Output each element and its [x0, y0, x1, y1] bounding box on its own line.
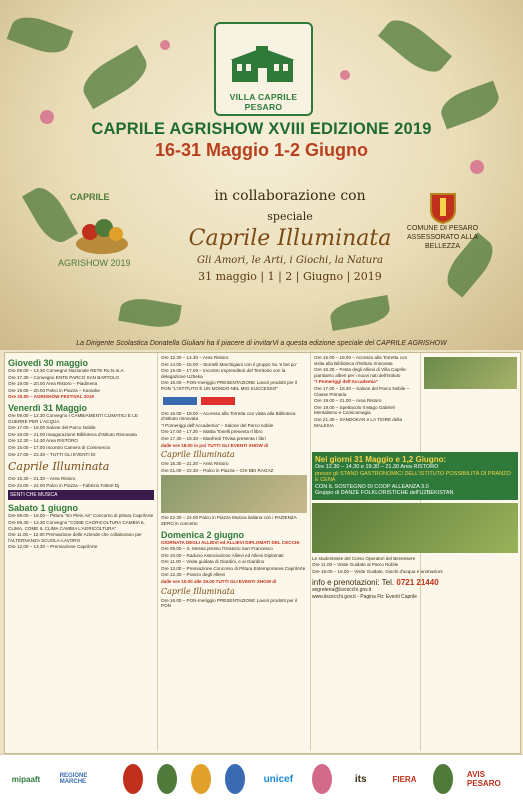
event-photo	[424, 357, 517, 389]
sponsor-logo: AVIS PESARO	[466, 770, 501, 788]
event: Ore 17.00 – 22.30 – TUTTI GLI EVENTI DI	[8, 451, 96, 457]
event: Ore 15.00 – 17.00 – Incontro Imprenditori del Territorio con la delegazione Uzbeka	[161, 368, 286, 379]
pon-logos	[161, 393, 307, 411]
event: Ore 16.00 – 18.00 – Accesso alla Torretta con visita alla Biblioteca d'Istituto rinnovata	[161, 410, 296, 422]
agrishow-logo	[58, 192, 153, 272]
event: Ore 16.00 – PON-meriggio PRESENTAZIONE Lavori prodotti per il PON "L'ISTITUTO È UN MONDO NEL MIO SUCCESSO"	[161, 380, 297, 391]
box-line4: CON IL SOSTEGNO DI COOP ALLEANZA 3.0	[315, 483, 429, 490]
event: Ore 12.30 – Pranzo degli Allievi	[161, 572, 226, 578]
box-line1: Nei giorni 31 Maggio e 1,2 Giugno:	[315, 455, 447, 464]
villa-caprile-logo	[214, 22, 313, 116]
villa-icon	[226, 46, 299, 86]
senti-che-musica-banner: SENTI CHE MUSICA	[8, 490, 154, 500]
event: dalle ore 10.00 alle 19.00 TUTTI GLI EVENTI SHOW di	[161, 579, 277, 585]
program-column-1	[5, 353, 157, 751]
sponsor-logo: FIERA	[392, 774, 417, 784]
event: Ore 12.00 – Premiazione Concorso di Pittura Estemporanea CaprilArte	[161, 565, 306, 571]
day-heading: Domenica 2 giugno	[161, 529, 245, 540]
info-panel	[312, 449, 518, 601]
event: Ore 11.00 – Visita guidata di Giardini, e al Giardino	[161, 559, 265, 565]
day-heading: Giovedì 30 maggio	[8, 358, 89, 368]
collab-speciale: speciale	[267, 210, 313, 223]
event: Ore 12.30 – 14.30 Area RISTORO	[8, 438, 78, 444]
day-heading: Sabato 1 giugno	[8, 503, 79, 514]
info-label: info e prenotazioni: Tel.	[312, 578, 395, 588]
event: GIORNATA DEGLI ALLIEVI ed ALLIEVI DIPLOMATI DEL CECCHI	[161, 539, 300, 545]
day-heading: Venerdì 31 Maggio	[8, 402, 88, 413]
event: Ore 21.30 – SANDOKAN e LA TIGRE della MALESIA	[314, 416, 403, 428]
box-line2: Ore 12.30 – 14.30 e 19.30 – 21.30 Area RISTORO	[315, 464, 439, 470]
pesaro-crest-icon	[429, 192, 457, 224]
info-phone[interactable]: 0721 21440	[396, 578, 439, 588]
dance-photo	[312, 503, 518, 553]
event: Ore 17.30 – 18.30 – Manfredi Trivisa presenta I libri	[161, 435, 266, 441]
caprile-illuminata-title: Caprile Illuminata	[188, 226, 392, 251]
pesaro-line1: COMUNE DI PESARO	[406, 225, 479, 232]
dirigente-invite: La Dirigente Scolastica Donatella Giuliani ha il piacere di invitarVi a questa edizione speciale del CAPRILE AGRISHOW	[76, 340, 447, 347]
agrishow-basket-icon	[72, 204, 132, 256]
pesaro-line2: ASSESSORATO ALLA BELLEZZA	[407, 234, 478, 250]
logo-text: VILLA CAPRILE PESARO	[229, 92, 298, 112]
caprile-illuminata-label: Caprile Illuminata	[8, 460, 110, 474]
event: Ore 09.00 – 13.30 Convegno Nazionale RETE Re.N.Is.A.	[8, 368, 125, 373]
event: Ore 20.00 – AGRISHOW FESTIVAL 2019	[8, 394, 94, 400]
sponsor-logo: unicef	[263, 773, 294, 785]
event: Le studentesse del Corso Operatori del Benessere	[312, 555, 416, 561]
event: Ore 09.00 – S. Messa presso l'Oratorio San Francesco	[161, 546, 273, 552]
sponsor-logos	[6, 761, 517, 797]
event-title: CAPRILE AGRISHOW XVIII EDIZIONE 2019	[91, 120, 432, 138]
event: Ore 09.00 – 12.30 Convegno I CAMBIAMENTI CLIMATICI E LE GUERRE PER L'ACQUA	[8, 412, 138, 424]
event: Ore 12.30 – 14.30 – Area Ristoro	[161, 355, 229, 360]
ristoro-box	[312, 452, 518, 500]
event: Ore 22.00 – 24.00 Palco in Piazza – Fabrizio Fattori Dj	[8, 482, 120, 488]
event: Ore 17.00 – 17.30 – Mattia Tonelli presenta Il libro	[161, 429, 263, 435]
event: Ore 17.00 – 18.30 – Salone del Parco Nobile – Classe Primaria	[314, 385, 410, 397]
event: "I Pomeriggi dell'Accademia"	[314, 379, 378, 385]
pesaro-logo	[395, 192, 490, 251]
collab-motto: Gli Amori, le Arti, i Giochi, la Natura	[197, 255, 383, 266]
sponsor-logo: its	[354, 773, 367, 785]
collab-line: in collaborazione con	[214, 188, 366, 204]
event: Ore 21.00 – 22.30 – Palco in Piazza – CHI BEI RAGAZ	[161, 467, 274, 473]
event: Ore 15.00 – 17.00 Incontro Camera di Commercio	[8, 444, 111, 450]
event: Ore 19.00 – 20.00 Palco in Piazza – Karaoke	[8, 387, 100, 393]
event: Ore 19.00 – Spettacolo Il Mago Gabriel! Mentalismo e Comicomagia	[314, 404, 395, 416]
caprile-illuminata-label: Caprile Illuminata	[161, 586, 235, 596]
caprile-illuminata-label: Caprile Illuminata	[161, 450, 235, 460]
info-line	[312, 578, 518, 587]
info-email[interactable]: segreteria@iiscecchi.gov.it	[312, 587, 372, 594]
box-line3: presso gli STAND GASTRONOMICI DELL'ISTITUTO POSSIBILITÀ DI PRANZO E CENA	[315, 470, 511, 483]
event: Ore 14.00 – 15.00 – Storielli Marchigiani con il gruppo Su 'e bel po'	[161, 361, 297, 367]
event: Ore 12.00 – 13.30 – Premiazione CaprilArte	[8, 544, 98, 550]
event: dalle ore 18.00 in poi TUTTI GLI EVENTI SHOW di	[161, 442, 269, 448]
event: Ore 15.30 – 21.30 – Area Ristoro	[8, 476, 76, 482]
info-web[interactable]: www.iiscecchi.gov.it - Pagina Fb: Eventi Caprile	[312, 594, 417, 601]
box-line5: Gruppo di DANZE FOLKLORISTICHE dell'UZBEKISTAN	[315, 490, 454, 496]
agrishow-brand: CAPRILE	[70, 192, 110, 202]
event: Ore 15.00 – 18.00 – Accesso alla Torretta con visita alla Biblioteca d'Istituto rinnovata	[314, 355, 408, 366]
event: Ore 19.00 – 21.00 – Area Ristoro	[314, 398, 382, 404]
event: Ore 09.30 – 12.30 Convegno "COME CAGRICOLTURA CAMBIA IL CLIMA, COME IL CLIMA CAMBIA L'AGRICOLTURA"	[8, 519, 145, 531]
event-dates: 16-31 Maggio 1-2 Giugno	[154, 140, 369, 160]
sponsor-logo: mipaaft	[11, 774, 41, 784]
agrishow-year: AGRISHOW 2019	[58, 258, 131, 268]
event: Ore 11.00 – 12.00 Premiazione delle Aziende che collaborano per l'ALTERNANZA SCUOLA-LAVORO	[8, 532, 142, 543]
sponsor-logo: REGIONE MARCHE	[59, 773, 88, 785]
event: Ore 17.30 – Convegno ENTE PARCO SAN BARTOLO	[8, 374, 120, 380]
program	[4, 352, 521, 754]
concert-photo	[161, 475, 307, 513]
event: Ore 18.00 – 21.00 Inaugurazione Biblioteca d'Istituto Rinnovata	[8, 431, 137, 437]
event: Ore 16.00 – PON-meriggio PRESENTAZIONE Lavori prodotti per il PON	[161, 597, 297, 609]
event: Ore 16.30 – Festa degli Allievi di Villa Caprile: piantiamo alberi per i nuovi nati dell'Istituto	[314, 367, 407, 378]
event: Ore 09.00 – 18.00 – Pittura "En Plein Air" Concorso di pittura CaprilArte	[8, 513, 154, 519]
event: Ore 15.00 – 16.00 – Visite Guidate, Giochi d'acqua e animazioni	[312, 568, 443, 574]
sponsor-footer	[0, 754, 523, 800]
collab-dates: 31 maggio | 1 | 2 | Giugno | 2019	[198, 270, 382, 283]
event: Ore 22.30 – 24.00 Palco in Piazza Musica italiana con i PAZIENZA ZERO in concerto	[161, 515, 297, 526]
event: "I Pomeriggi dell'Accademia" – Salone del Parco nobile	[161, 422, 274, 428]
event: Ore 19.00 – 20.00 Area Ristoro – Piadineria	[8, 381, 98, 387]
event: Ore 17.00 – 18.00 Salone del Parco Nobile	[8, 425, 96, 431]
event: Ore 15.30 – 21.30 – Area Ristoro	[161, 461, 229, 467]
event: Ore 10.00 – Raduno Associazione Allievi ed Allievi Diplomati	[161, 552, 284, 558]
program-column-2	[157, 353, 310, 751]
event: Ore 11.00 – Visite Guidate al Parco Nobile	[312, 562, 399, 568]
